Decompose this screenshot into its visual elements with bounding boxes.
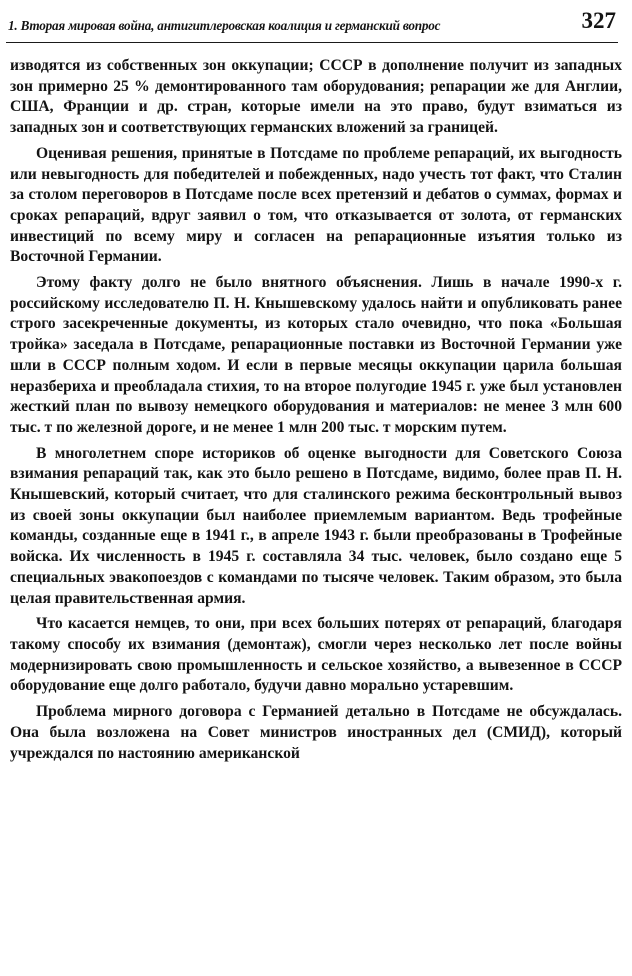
paragraph: изводятся из собственных зон оккупации; СССР в дополнение получит из западных зон примерно 25 % демонтированного там оборудования; репарации же для Англии, США, Франции и др. стран, которые имели на это право, будут взиматься из западных зон и соответствующих германских вложений за границей. — [10, 57, 622, 137]
body-text — [10, 56, 622, 769]
paragraph: В многолетнем споре историков об оценке выгодности для Советского Союза взимания репараций так, как это было решено в Потсдаме, видимо, более прав П. Н. Кнышевский, который считает, что для сталинского режима бесконтрольный вывоз из своей зоны оккупации был наиболее приемлемым вариантом. Ведь трофейные команды, созданные еще в 1941 г., в апреле 1943 г. были преобразованы в Трофейные войска. Их численность в 1945 г. составляла 34 тыс. человек, было создано еще 5 специальных эвакопоездов с командами по тысяче человек. Таким образом, это была целая правительственная армия. — [10, 444, 622, 607]
paragraph: Проблема мирного договора с Германией детально в Потсдаме не обсуждалась. Она была возложена на Совет министров иностранных дел (СМИД), который учреждался по настоянию американской — [10, 703, 622, 762]
chapter-title: 1. Вторая мировая война, антигитлеровская коалиция и германский вопрос — [8, 18, 441, 33]
running-header — [6, 6, 618, 43]
paragraph: Этому факту долго не было внятного объяснения. Лишь в начале 1990-х г. российскому исследователю П. Н. Кнышевскому удалось найти и опубликовать ранее строго засекреченные документы, из которых стало очевидно, что пока «Большая тройка» заседала в Потсдаме, репарационные поставки из Восточной Германии уже шли в СССР полным ходом. И если в первые месяцы оккупации царила большая неразбериха и преобладала стихия, то на второе полугодие 1945 г. уже был установлен жесткий план по вывозу немецкого оборудования и материалов: не менее 3 млн 600 тыс. т по железной дороге, и не менее 1 млн 200 тыс. т морским путем. — [10, 274, 622, 436]
paragraph: Что касается немцев, то они, при всех больших потерях от репараций, благодаря такому способу их взимания (демонтаж), смогли через несколько лет после войны модернизировать свою промышленность и сельское хозяйство, а вывезенное в СССР оборудование еще долго работало, будучи давно морально устаревшим. — [10, 615, 622, 695]
page-number: 327 — [581, 8, 616, 33]
paragraph: Оценивая решения, принятые в Потсдаме по проблеме репараций, их выгодность или невыгодность для победителей и побежденных, надо учесть тот факт, что Сталин за столом переговоров в Потсдаме после всех претензий и дебатов о суммах, формах и сроках репараций, вдруг заявил о том, что отказывается от золота, от германских инвестиций по всему миру и согласен на репарационные изъятия только из Восточной Германии. — [10, 144, 622, 266]
